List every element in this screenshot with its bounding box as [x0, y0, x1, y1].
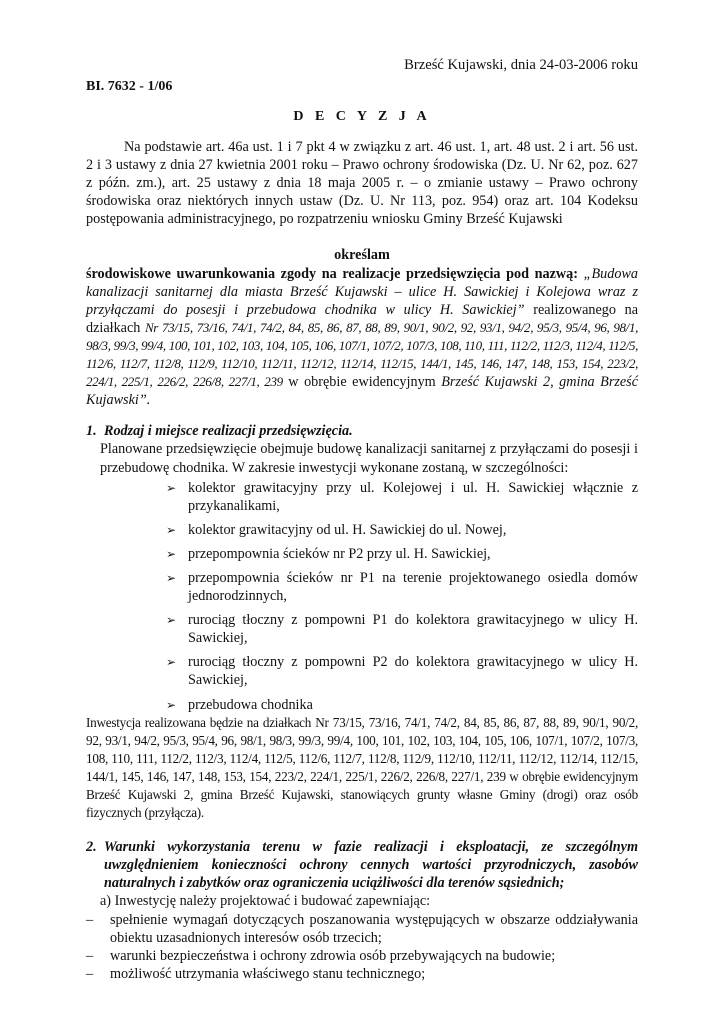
section-1-number: 1.	[86, 423, 97, 440]
scope-list	[100, 479, 638, 714]
list-item: ➢ kolektor grawitacyjny przy ul. Kolejowej i ul. H. Sawickiej włącznie z przykanalikami,	[166, 479, 638, 514]
document-title: D E C Y Z J A	[293, 109, 431, 124]
project-name: „Budowa kanalizacji sanitarnej dla miasta Brześć Kujawski – ulice H. Sawickiej i Kolejowa wraz z przyłączami do posesji i przebudowa chodnika w ulicy H. Sawickiej”	[86, 265, 639, 318]
list-item: – spełnienie wymagań dotyczących poszanowania występujących w obszarze oddziaływania obiektu uzasadnionych interesów osób trzecich;	[86, 911, 638, 946]
list-item: – warunki bezpieczeństwa i ochrony zdrowia osób przebywających na budowie;	[86, 947, 556, 964]
list-item: – możliwość utrzymania właściwego stanu technicznego;	[86, 965, 426, 982]
parcel-list: Nr 73/15, 73/16, 74/1, 74/2, 84, 85, 86, 87, 88, 89, 90/1, 90/2, 92, 93/1, 94/2, 95/3, 95/4, 96, 98/1, 98/3, 99/3, 99/4, 100, 101, 102, 103, 104, 105, 106, 107/1, 107/2, 107/3, 108, 110, 111, 112/2, 112/3, 112/4, 112/5, 112/6, 112/7, 112/8, 112/9, 112/10, 112/11, 112/12, 112/14, 112/15, 144/1, 145, 146, 147, 148, 153, 154, 223/2, 224/1, 225/1, 226/2, 226/8, 227/1, 239	[86, 319, 638, 390]
requirements-list	[86, 911, 638, 983]
section-2-number: 2.	[86, 839, 97, 856]
arrow-bullet-icon: ➢	[166, 522, 177, 537]
place-and-date: Brześć Kujawski, dnia 24-03-2006 roku	[404, 57, 638, 73]
arrow-bullet-icon: ➢	[166, 613, 177, 628]
dash-bullet: –	[86, 947, 94, 964]
decision-paragraph	[86, 265, 638, 410]
document-body	[86, 138, 638, 983]
dash-bullet: –	[86, 911, 94, 928]
decision-heading: określam	[334, 247, 390, 264]
list-item: ➢ przebudowa chodnika	[166, 696, 313, 713]
realized-on-text: realizowanego na działkach	[86, 301, 639, 336]
list-item: ➢ rurociąg tłoczny z pompowni P1 do kolektora grawitacyjnego w ulicy H. Sawickiej,	[166, 612, 638, 647]
list-item: ➢ kolektor grawitacyjny od ul. H. Sawickiej do ul. Nowej,	[166, 521, 507, 538]
decision-subheading: środowiskowe uwarunkowania zgody na realizacje przedsięwzięcia pod nazwą:	[86, 265, 578, 282]
section-2-title: Warunki wykorzystania terenu w fazie realizacji i eksploatacji, ze szczególnym uwzględnieniem konieczności ochrony cennych wartości przyrodniczych, zasobów naturalnych i zabytków oraz ograniczenia uciążliwości dla terenów sąsiednich;	[104, 839, 638, 892]
section-1-title: Rodzaj i miejsce realizacji przedsięwzięcia.	[104, 423, 353, 440]
section-1-heading	[86, 422, 638, 440]
area-prefix: w obrębie ewidencyjnym	[282, 374, 442, 391]
reference-number: BI. 7632 - 1/06	[86, 79, 173, 94]
list-item: ➢ przepompownia ścieków nr P2 przy ul. H. Sawickiej,	[166, 545, 491, 562]
arrow-bullet-icon: ➢	[166, 480, 177, 495]
dash-bullet: –	[86, 965, 94, 982]
arrow-bullet-icon: ➢	[166, 655, 177, 670]
arrow-bullet-icon: ➢	[166, 546, 177, 561]
section-2-sub-a: a) Inwestycję należy projektować i budować zapewniając:	[100, 893, 431, 910]
arrow-bullet-icon: ➢	[166, 570, 177, 585]
section-2-heading	[86, 838, 638, 892]
investment-location-paragraph: Inwestycja realizowana będzie na działkach Nr 73/15, 73/16, 74/1, 74/2, 84, 85, 86, 87, 88, 89, 90/1, 90/2, 92, 93/1, 94/2, 95/3, 95/4, 96, 98/1, 98/3, 99/3, 99/4, 100, 101, 102, 103, 104, 105, 106, 107/1, 107/2, 107/3, 108, 110, 111, 112/2, 112/3, 112/4, 112/5, 112/6, 112/7, 112/8, 112/9, 112/10, 112/11, 112/12, 112/14, 112/15, 144/1, 145, 146, 147, 148, 153, 154, 223/2, 224/1, 225/1, 226/2, 226/8, 227/1, 239 w obrębie ewidencyjnym Brześć Kujawski 2, gmina Brześć Kujawski, stanowiących grunty własne Gminy (drogi) oraz osób fizycznych (przyłącza).	[86, 714, 638, 821]
section-2-content	[86, 892, 638, 910]
list-item: ➢ rurociąg tłoczny z pompowni P2 do kolektora grawitacyjnego w ulicy H. Sawickiej,	[166, 654, 638, 689]
area-name: Brześć Kujawski 2, gmina Brześć Kujawski”.	[86, 374, 639, 409]
list-item: ➢ przepompownia ścieków nr P1 na terenie projektowanego osiedla domów jednorodzinnych,	[166, 569, 638, 605]
intro-paragraph: Na podstawie art. 46a ust. 1 i 7 pkt 4 w związku z art. 46 ust. 1, art. 48 ust. 2 i art. 56 ust. 2 i 3 ustawy z dnia 27 kwietnia 2001 roku – Prawo ochrony środowiska (Dz. U. Nr 62, poz. 627 z późn. zm.), art. 25 ustawy z dnia 18 maja 2005 r. – o zmianie ustawy – Prawo ochrony środowiska oraz niektórych innych ustaw (Dz. U. Nr 113, poz. 954) oraz art. 104 Kodeksu postępowania administracyjnego, po rozpatrzeniu wniosku Gminy Brześć Kujawski	[86, 139, 638, 228]
section-1-intro: Planowane przedsięwzięcie obejmuje budowę kanalizacji sanitarnej z przyłączami do posesji i przebudowę chodnika. W zakresie inwestycji wykonane zostaną, w szczególności:	[100, 441, 638, 476]
section-1-content	[86, 440, 638, 713]
arrow-bullet-icon: ➢	[166, 697, 177, 712]
